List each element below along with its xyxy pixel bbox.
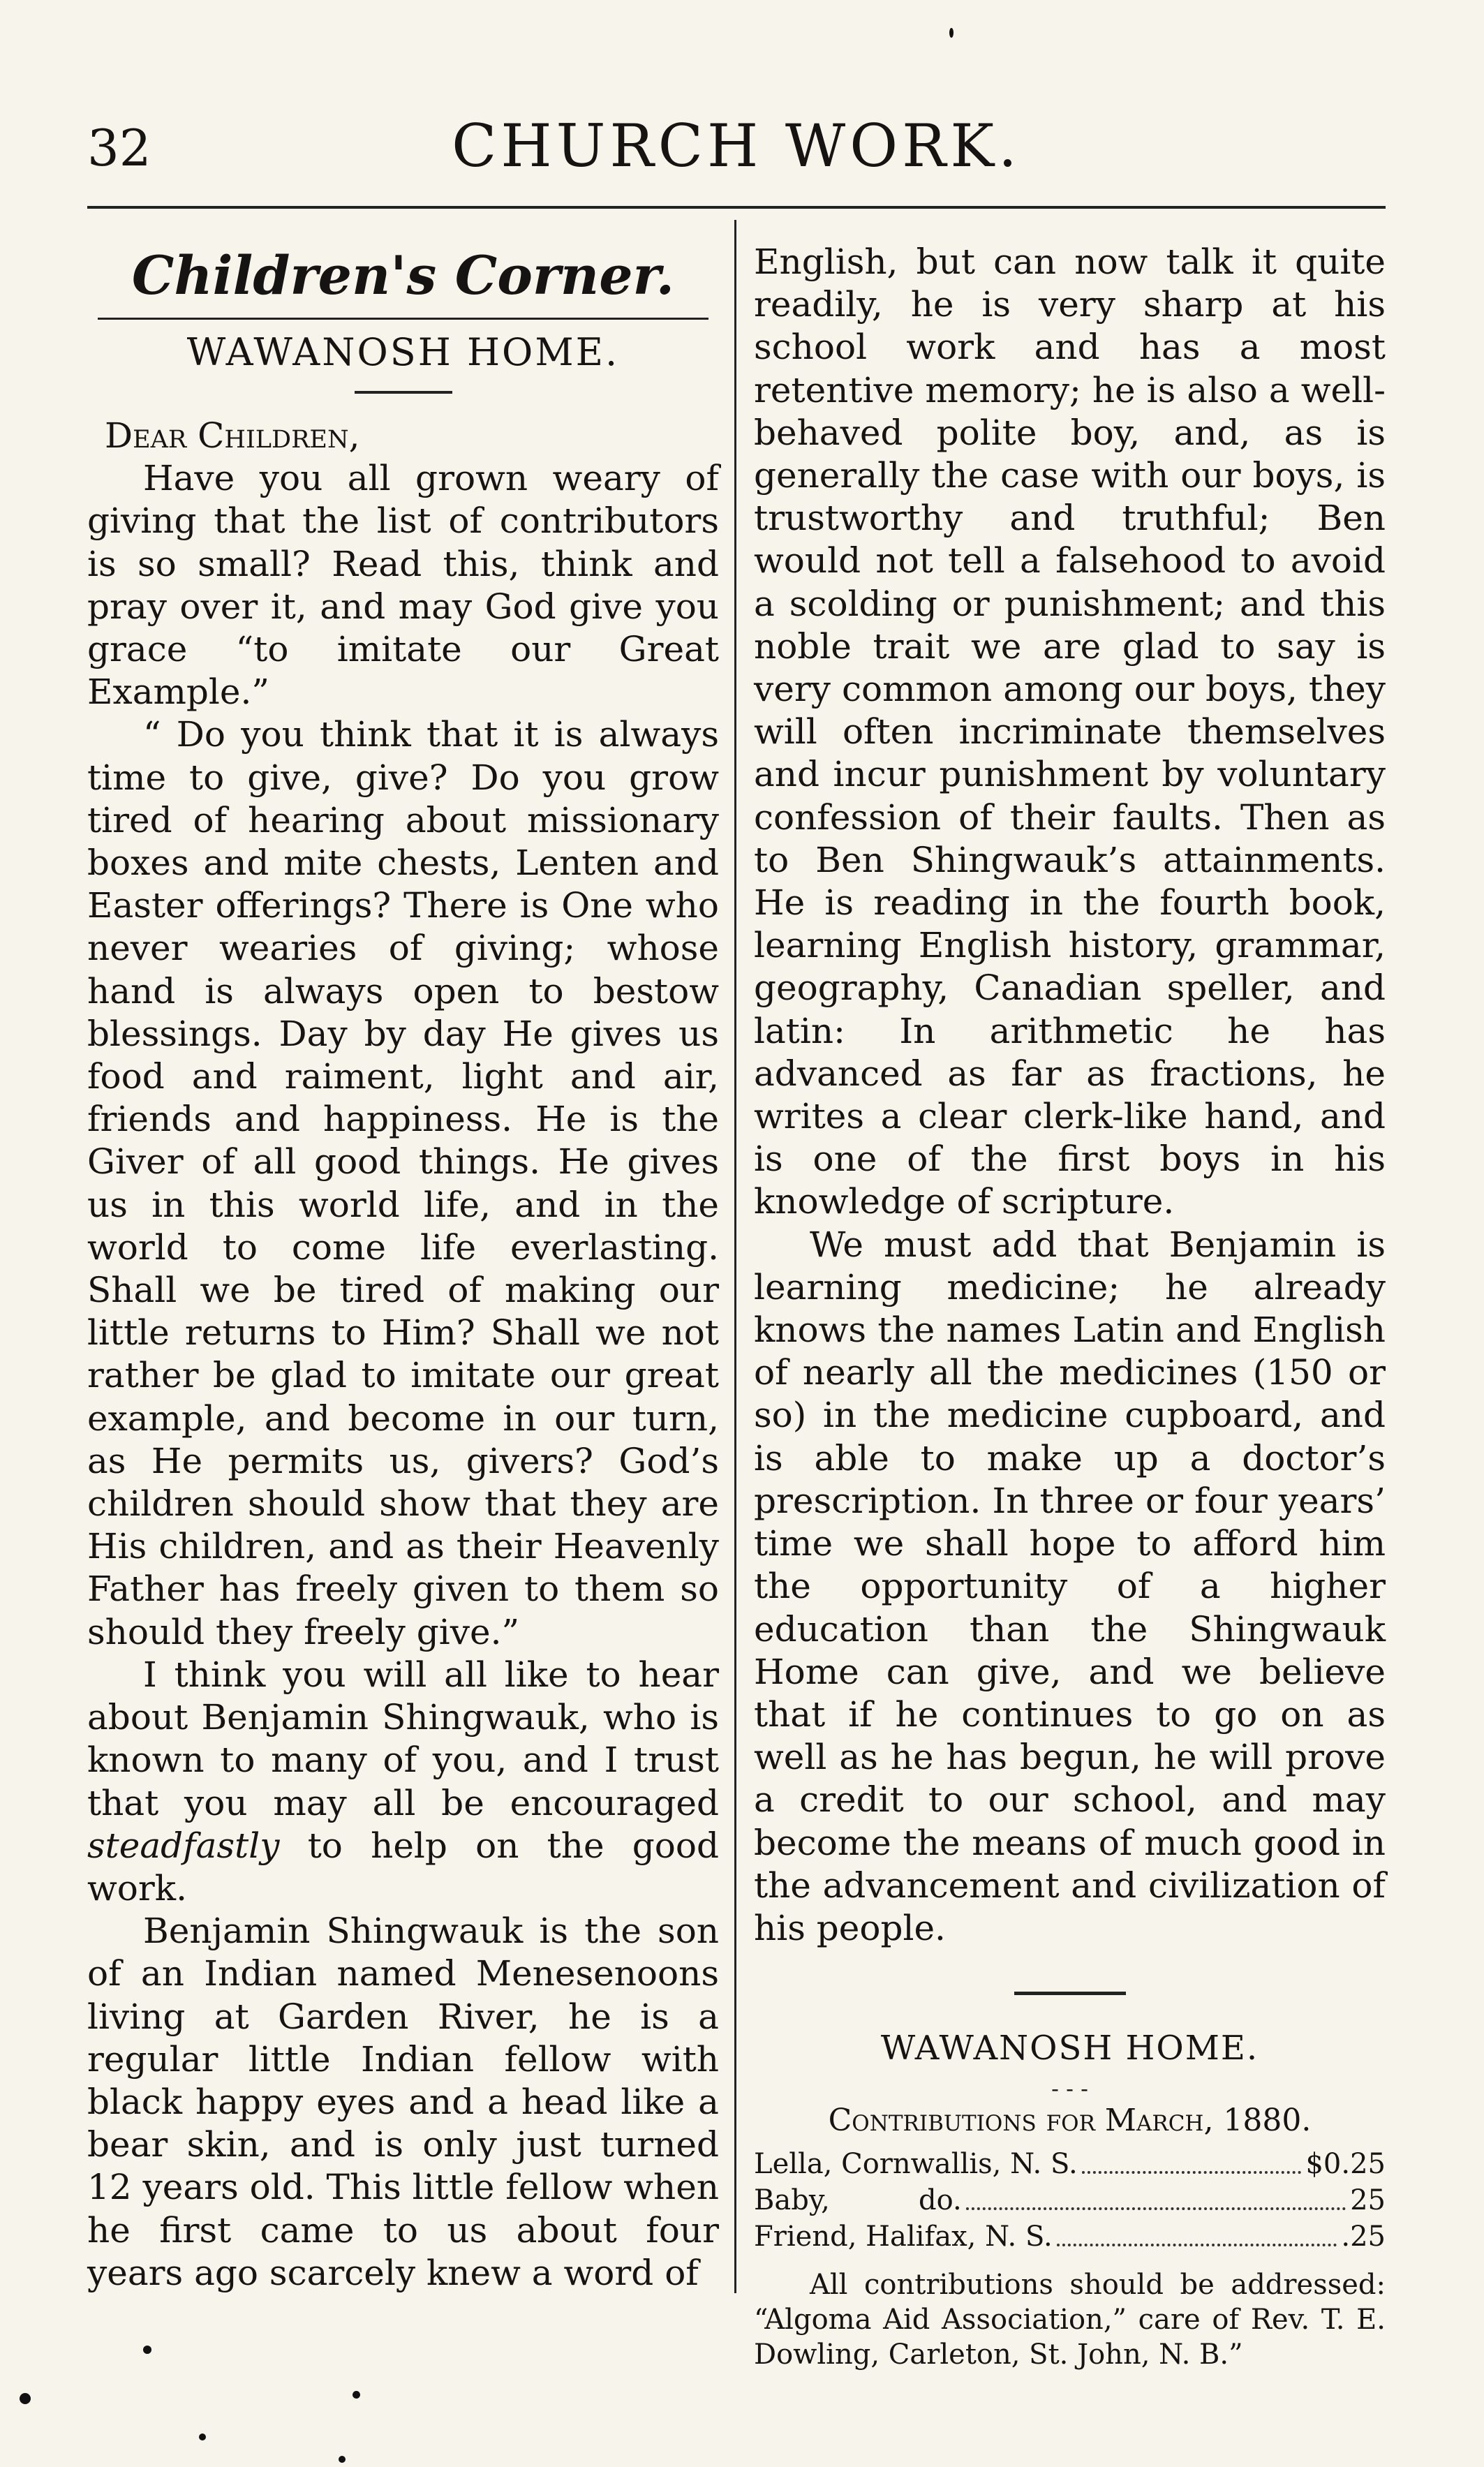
leader-dots — [966, 2182, 1346, 2210]
leader-dots — [1082, 2146, 1302, 2174]
contribution-row — [754, 2146, 1386, 2182]
paragraph — [87, 1654, 719, 1910]
paragraph: “ Do you think that it is always time to give, give? Do you grow tired of hearing about missionary boxes and mite chests, Lenten and Easter offerings? There is One who never wearies of giving; whose hand is always open to bestow blessings. Day by day He gives us food and raiment, light and air, friends and happiness. He is the Giver of all good things. He gives us in this world life, and in the world to come life everlasting. Shall we be tired of making our little returns to Him? Shall we not rather be glad to imitate our great example, and become in our turn, as He permits us, givers? God’s children should show that they are His children, and as their Heavenly Father has freely given to them so should they freely give.” — [87, 714, 719, 1652]
contribution-row — [754, 2218, 1386, 2255]
header-rule — [87, 206, 1386, 209]
print-speck — [143, 2346, 151, 2354]
page-header — [87, 112, 1386, 209]
corner-title: Children's Corner. — [131, 244, 675, 306]
short-rule — [355, 391, 452, 394]
paragraph: English, but can now talk it quite readily, he is very sharp at his school work and has a most retentive memory; he is also a well-behaved polite boy, and, as is generally the case with our boys, is trustworthy and truthful; Ben would not tell a falsehood to avoid a scolding or punishment; and this noble trait we are glad to say is very common among our boys, they will often incriminate themselves and incur punishment by voluntary confession of their faults. Then as to Ben Shingwauk’s attainments. He is reading in the fourth book, learning English history, grammar, geography, Canadian speller, and latin: In arithmetic he has advanced as far as fractions, he writes a clear clerk-like hand, and is one of the first boys in his knowledge of scripture. — [754, 242, 1386, 1222]
paragraph: Have you all grown weary of giving that the list of contributors is so small? Read this, think and pray over it, and may God give you grace “to imitate our Great Example.” — [87, 458, 719, 713]
emphasis: steadfastly — [87, 1825, 280, 1866]
contributor-name: Baby, do. — [754, 2184, 962, 2217]
address-note: All contributions should be addressed: “Algoma Aid Association,” care of Rev. T. E. Dowling, Carleton, St. John, N. B.” — [754, 2269, 1386, 2371]
print-speck — [20, 2393, 31, 2404]
contribution-amount: $0.25 — [1305, 2148, 1386, 2181]
title-rule — [98, 318, 708, 320]
home-heading: WAWANOSH HOME. — [880, 2029, 1259, 2068]
section-heading: WAWANOSH HOME. — [186, 330, 620, 374]
contribution-amount: 25 — [1350, 2184, 1386, 2217]
print-speck — [339, 2456, 346, 2463]
section-rule — [1014, 1992, 1126, 1995]
dash-ornament: - - - — [1051, 2075, 1088, 2103]
text-span: to help on the good work. — [87, 1825, 719, 1909]
page-number: 32 — [87, 119, 151, 177]
leader-dots — [1057, 2218, 1337, 2246]
contribution-amount: .25 — [1341, 2221, 1386, 2253]
contributor-name: Friend, Halifax, N. S. — [754, 2221, 1053, 2253]
contributor-name: Lella, Cornwallis, N. S. — [754, 2148, 1078, 2181]
print-speck — [199, 2433, 206, 2440]
paragraph: We must add that Benjamin is learning medicine; he already knows the names Latin and English of nearly all the medicines (150 or so) in the medicine cupboard, and is able to make up a doctor’s prescription. In three or four years’ time we shall hope to afford him the opportunity of a higher education than the Shingwauk Home can give, and we believe that if he continues to go on as well as he has begun, he will prove a credit to our school, and may become the means of much good in the advancement and civilization of his people. — [754, 1224, 1386, 1948]
text-span: I think you will all like to hear about Benjamin Shingwauk, who is known to many of you, and I trust that you may all be encouraged — [87, 1654, 719, 1823]
paragraph: Benjamin Shingwauk is the son of an Indian named Menesenoons living at Garden River, he is a regular little Indian fellow with black happy eyes and a head like a bear skin, and is only just turned 12 years old. This little fellow when he first came to us about four years ago scarcely knew a word of — [87, 1911, 719, 2293]
print-speck — [949, 28, 954, 38]
right-column — [754, 241, 1386, 2372]
contribution-row — [754, 2182, 1386, 2218]
column-divider — [734, 220, 736, 2293]
running-title: CHURCH WORK. — [452, 112, 1021, 180]
print-speck — [353, 2391, 360, 2399]
salutation: Dear Children, — [105, 415, 360, 456]
contributions-heading: Contributions for March, 1880. — [828, 2103, 1312, 2139]
left-column — [87, 241, 719, 2295]
